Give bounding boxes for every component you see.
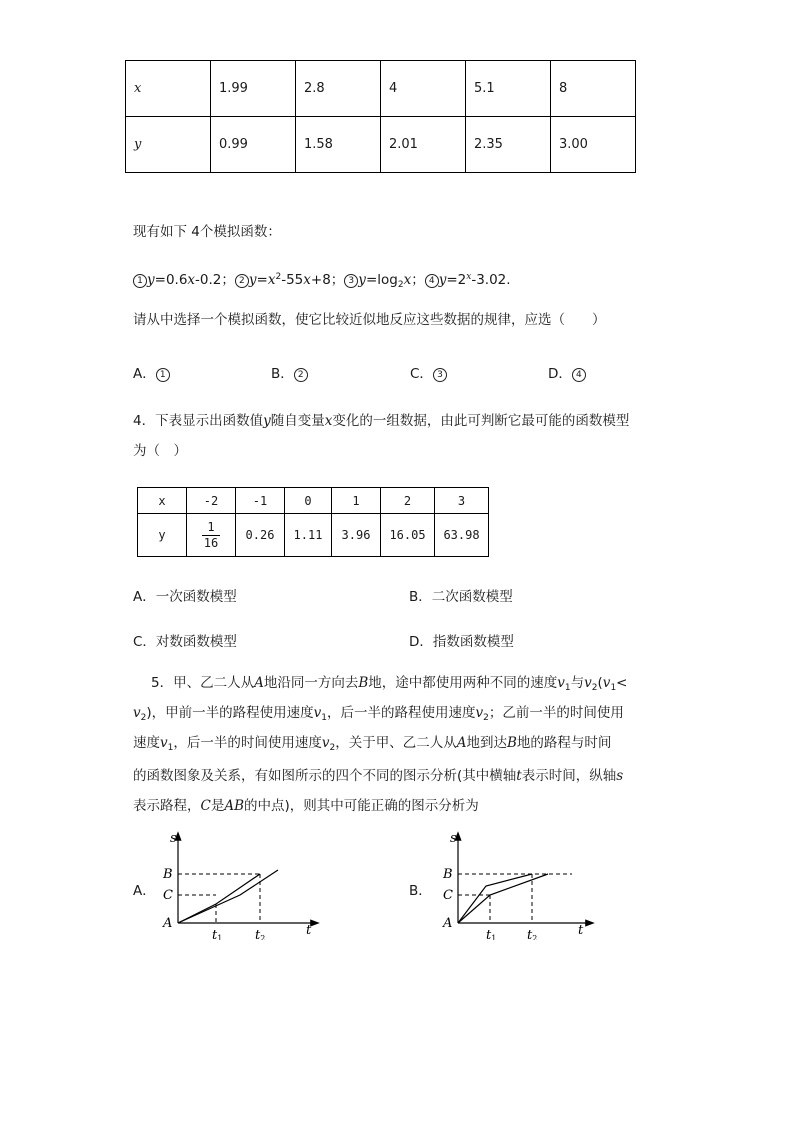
header-cell: 2	[381, 488, 435, 514]
var-v: v	[584, 675, 592, 691]
var-s: s	[616, 768, 624, 784]
circled-number: 1	[156, 368, 170, 382]
exponent: 2	[275, 272, 282, 282]
subscript: 1	[167, 743, 174, 753]
point-a: A	[254, 675, 264, 691]
label-b: B	[443, 867, 453, 882]
text: 5．甲、乙二人从	[151, 675, 255, 691]
circled-number: 4	[572, 368, 586, 382]
table-cell: 16.05	[381, 514, 435, 557]
q3-question: 请从中选择一个模拟函数，使它比较近似地反应这些数据的规律，应选（ ）	[133, 312, 606, 328]
table-cell: 0.26	[236, 514, 285, 557]
q4-stem	[133, 408, 629, 436]
text: 随自变量	[270, 413, 325, 429]
text: 是	[210, 798, 225, 814]
var-v: v	[313, 705, 322, 721]
var-v: v	[602, 675, 611, 691]
header-cell: 0	[285, 488, 332, 514]
table-cell: 63.98	[435, 514, 489, 557]
option-letter: C．	[410, 366, 433, 382]
label-a: A	[443, 916, 453, 931]
row-label-y: y	[126, 117, 211, 173]
subscript: 1	[564, 683, 571, 693]
text: -55	[281, 272, 304, 288]
var-x: x	[187, 272, 196, 288]
q5-line-4	[133, 763, 623, 791]
text: 表示时间，纵轴	[521, 768, 617, 784]
table-cell	[187, 514, 236, 557]
var-v: v	[160, 735, 168, 751]
text: ，关于甲、乙二人从	[335, 735, 457, 751]
var-x: x	[403, 272, 412, 288]
circled-number: 2	[235, 274, 249, 288]
header-cell: 1	[332, 488, 381, 514]
label-c: C	[163, 888, 173, 903]
option-c[interactable]: C．对数函数模型	[133, 634, 237, 650]
table-cell: 1.99	[211, 61, 296, 117]
option-a[interactable]: A．一次函数模型	[133, 589, 237, 605]
graph-b	[440, 828, 610, 940]
table-row	[138, 514, 489, 557]
fraction-numerator: 1	[202, 520, 220, 536]
label-c: C	[443, 888, 453, 903]
label-t2: t2	[255, 928, 266, 940]
subscript: 2	[591, 683, 598, 693]
option-letter: D．	[548, 366, 572, 382]
table-row	[126, 61, 636, 117]
table-cell: 4	[381, 61, 466, 117]
var-v: v	[133, 705, 141, 721]
var-v: v	[475, 705, 484, 721]
text: -3.02.	[471, 272, 511, 288]
point-b: B	[507, 735, 517, 751]
table-cell: 2.35	[466, 117, 551, 173]
header-cell: -1	[236, 488, 285, 514]
label-t2: t2	[527, 928, 538, 940]
segment-ab: AB	[224, 798, 245, 814]
label-a: A	[163, 916, 173, 931]
label-t1: t1	[486, 928, 497, 940]
subscript: 2	[329, 743, 336, 753]
label-b: B	[163, 867, 173, 882]
path-jia	[178, 874, 260, 923]
subscript: 2	[483, 713, 489, 723]
table-cell: 8	[551, 61, 636, 117]
point-c: C	[200, 798, 211, 814]
subscript: 1	[610, 683, 617, 693]
circled-number: 2	[294, 368, 308, 382]
q5-line-5	[133, 793, 479, 821]
text: =log	[365, 272, 398, 288]
table-cell: 3.96	[332, 514, 381, 557]
text: +8；	[310, 272, 345, 288]
text: =2	[446, 272, 467, 288]
circled-number: 1	[133, 274, 147, 288]
table-cell: 1.58	[296, 117, 381, 173]
option-d[interactable]	[548, 362, 586, 382]
text: )，甲前一半的路程使用速度	[146, 705, 314, 721]
text: 地，途中都使用两种不同的速度	[368, 675, 558, 691]
q5-line-3	[133, 730, 611, 763]
text: ，后一半的路程使用速度	[327, 705, 476, 721]
var-t: t	[516, 768, 522, 784]
table-row	[126, 117, 636, 173]
circled-number: 3	[433, 368, 447, 382]
text: 地沿同一方向去	[263, 675, 359, 691]
option-d[interactable]: D．指数函数模型	[409, 634, 514, 650]
label-s: s	[170, 831, 177, 846]
option-b[interactable]: B．二次函数模型	[409, 589, 513, 605]
text: =	[256, 272, 268, 288]
text: =0.6	[154, 272, 188, 288]
option-a[interactable]	[133, 362, 170, 382]
path-yi	[458, 874, 532, 923]
text: 与	[570, 675, 585, 691]
subscript: 1	[321, 713, 328, 723]
text: 的中点)，则其中可能正确的图示分析为	[244, 798, 479, 814]
fraction	[202, 520, 220, 551]
option-b[interactable]	[271, 362, 308, 382]
exponent: x	[466, 272, 472, 282]
var-x: x	[303, 272, 311, 288]
q4-stem-line2: 为（ ）	[133, 443, 187, 459]
label-t1: t1	[212, 928, 223, 940]
text: 变化的一组数据，由此可判断它最可能的函数模型	[332, 413, 630, 429]
var-y: y	[438, 272, 447, 288]
var-y: y	[248, 272, 257, 288]
var-x: x	[324, 413, 333, 429]
text: ；乙前一半的时间使用	[488, 705, 624, 721]
option-letter: B．	[271, 366, 294, 382]
fraction-denominator: 16	[203, 535, 219, 550]
data-table-2	[137, 487, 489, 557]
text: -0.2；	[195, 272, 235, 288]
text: 地的路程与时间	[516, 735, 612, 751]
log-base: 2	[397, 280, 404, 290]
label-t: t	[306, 923, 312, 938]
graph-a	[160, 828, 330, 940]
header-cell: -2	[187, 488, 236, 514]
text: (	[597, 675, 603, 691]
table-cell: 5.1	[466, 61, 551, 117]
point-a: A	[456, 735, 467, 751]
label-t: t	[578, 923, 584, 938]
table-cell: 3.00	[551, 117, 636, 173]
label-s: s	[450, 831, 457, 846]
circled-number: 3	[344, 274, 358, 288]
table-cell: 2.01	[381, 117, 466, 173]
text: <	[616, 675, 628, 691]
text: 表示路程，	[133, 798, 201, 814]
subscript: 2	[140, 713, 147, 723]
var-v: v	[557, 675, 565, 691]
circled-number: 4	[425, 274, 439, 288]
table-cell: 2.8	[296, 61, 381, 117]
table-row	[138, 488, 489, 514]
q5-line-2	[133, 700, 624, 733]
var-y: y	[358, 272, 366, 288]
table-cell: 1.11	[285, 514, 332, 557]
q5-line-1	[151, 670, 627, 703]
row-label-x: x	[126, 61, 211, 117]
point-b: B	[358, 675, 369, 691]
text: ，后一半的时间使用速度	[173, 735, 322, 751]
text: ；	[411, 272, 425, 288]
header-cell: x	[138, 488, 187, 514]
text: 地到达	[466, 735, 507, 751]
text: 的函数图象及关系，有如图所示的四个不同的图示分析(其中横轴	[133, 768, 517, 784]
var-x: x	[267, 272, 276, 288]
row-label-y: y	[138, 514, 187, 557]
text: 速度	[133, 735, 160, 751]
var-y: y	[263, 413, 271, 429]
option-a[interactable]: A．	[133, 883, 156, 899]
option-c[interactable]	[410, 362, 447, 382]
option-letter: A．	[133, 366, 156, 382]
q3-intro: 现有如下 4个模拟函数：	[133, 224, 281, 240]
table-cell: 0.99	[211, 117, 296, 173]
header-cell: 3	[435, 488, 489, 514]
q3-functions	[133, 264, 511, 300]
var-y: y	[147, 272, 155, 288]
var-v: v	[321, 735, 330, 751]
data-table-1	[125, 60, 636, 173]
text: 4．下表显示出函数值	[133, 413, 264, 429]
option-b[interactable]: B．	[409, 883, 432, 899]
